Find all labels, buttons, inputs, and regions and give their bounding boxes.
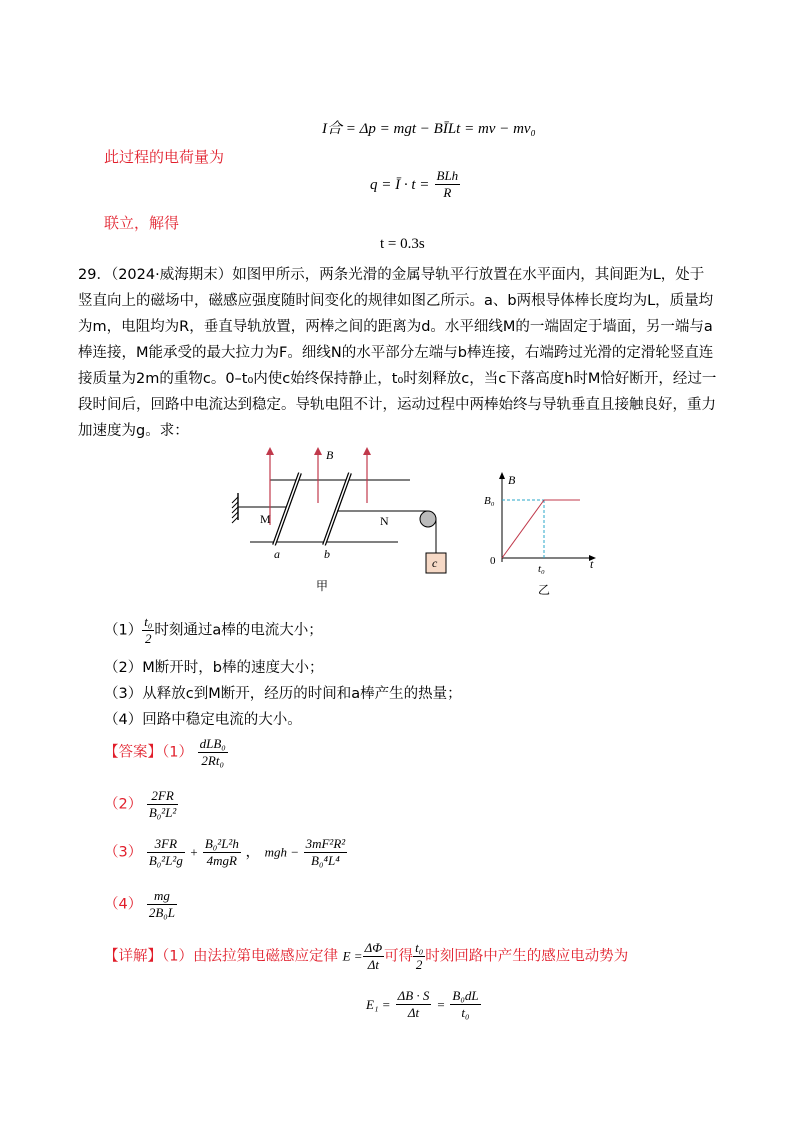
detail-eq-f1-den: Δt	[407, 1005, 420, 1020]
detail-t-fraction	[413, 940, 425, 973]
answer-3	[104, 836, 347, 869]
q1-fraction	[142, 614, 154, 647]
a1-den: 2Rt₀	[201, 753, 224, 768]
answer-tag: 【答案】	[104, 744, 162, 761]
detail-line	[104, 940, 628, 973]
answer-4	[104, 888, 177, 921]
detail-E-den: Δt	[367, 957, 379, 972]
detail-E-fraction	[363, 940, 385, 973]
a3-f2-num: B₀²L²h	[204, 836, 239, 851]
charge-fraction-den: R	[443, 185, 452, 200]
detail-eq-equals: =	[436, 997, 446, 1012]
yi-origin-label: 0	[490, 555, 496, 567]
a1-num: dLB₀	[199, 736, 226, 751]
a3-frac2	[203, 836, 241, 869]
fig-jia-M-label: M	[260, 512, 271, 526]
answer-1	[104, 736, 228, 769]
yi-caption: 乙	[538, 583, 551, 597]
a3-plus: +	[189, 844, 199, 860]
solve-label: 联立，解得	[104, 214, 180, 232]
a3-frac1	[147, 836, 185, 869]
detail-eq-frac1	[396, 988, 432, 1021]
yi-B0-label: B₀	[484, 495, 495, 507]
fig-jia-c-label: c	[432, 556, 438, 570]
a3-mgh: mgh −	[264, 844, 299, 860]
a3-frac3	[304, 836, 348, 869]
a3-f3-num: 3mF²R²	[305, 836, 346, 851]
q1-fraction-den: 2	[145, 631, 152, 646]
a4-label: （4）	[104, 896, 143, 913]
yi-ramp-line	[502, 500, 544, 558]
a3-label: （3）	[104, 844, 143, 861]
q1-text: 时刻通过a棒的电流大小；	[154, 622, 323, 639]
fig-jia-b-label: b	[324, 547, 330, 561]
q1-label: （1）	[104, 622, 143, 639]
detail-text-1: （1）由法拉第电磁感应定律	[162, 948, 338, 965]
detail-E-lhs: E =	[342, 948, 363, 964]
detail-text-2: 可得	[384, 948, 414, 965]
question-1	[104, 614, 323, 647]
fig-jia-a-label: a	[274, 547, 280, 561]
detail-text-3: 时刻回路中产生的感应电动势为	[425, 948, 629, 965]
a1-fraction	[198, 736, 228, 769]
fig-jia-B-label: B	[326, 448, 334, 462]
wall-hatch	[232, 497, 238, 523]
detail-eq-f2-num: B₀dL	[452, 988, 479, 1003]
figure-yi	[480, 470, 610, 610]
yi-t-label: t	[590, 557, 594, 571]
a2-den: B₀²L²	[148, 805, 177, 820]
charge-fraction-num: BLh	[436, 168, 459, 183]
detail-t-den: 2	[415, 957, 423, 972]
a3-f3-den: B₀⁴L⁴	[311, 853, 340, 868]
pulley	[420, 511, 436, 527]
problem-paragraph	[78, 262, 718, 444]
figure-jia	[230, 445, 460, 605]
fig-jia-N-label: N	[380, 514, 389, 528]
charge-label: 此过程的电荷量为	[104, 148, 225, 166]
detail-equation	[366, 988, 481, 1021]
detail-E-num: ΔΦ	[364, 940, 383, 955]
charge-equation	[370, 168, 460, 201]
yi-t0-label: t₀	[538, 563, 545, 575]
detail-eq-lhs: E₁ =	[366, 997, 391, 1012]
question-4: （4）回路中稳定电流的大小。	[104, 712, 302, 728]
a3-f2-den: 4mgR	[206, 853, 238, 868]
momentum-equation: I合 = Δp = mgt − BĪLt = mv − mv₀	[322, 121, 536, 137]
detail-eq-f2-den: t₀	[461, 1005, 470, 1020]
a2-num: 2FR	[147, 788, 179, 805]
problem-number: 29．	[78, 267, 111, 283]
a3-sep: ，	[245, 844, 260, 861]
a4-den: 2B₀L	[148, 905, 176, 920]
question-3: （3）从释放c到M断开，经历的时间和a棒产生的热量；	[104, 686, 462, 702]
detail-eq-f1-num: ΔB · S	[397, 988, 430, 1003]
question-2: （2）M断开时，b棒的速度大小；	[104, 660, 324, 676]
problem-text: （2024·威海期末）如图甲所示，两条光滑的金属导轨平行放置在水平面内，其间距为L，处于竖直向上的磁场中，磁感应强度随时间变化的规律如图乙所示。a、b两根导体棒长度均为L，质量均为m，电阻均为R，垂直导轨放置，两棒之间的距离为d。水平细线M的一端固定于墙面，另一端与a棒连接，M能承受的最大拉力为F。细线N的水平部分左端与b棒连接，右端跨过光滑的定滑轮竖直连接质量为2m的重物c。0–t₀内使c始终保持静止，t₀时刻释放c，当c下落高度h时M恰好断开，经过一段时间后，回路中电流达到稳定。导轨电阻不计，运动过程中两棒始终与导轨垂直且接触良好，重力加速度为g。求：	[78, 267, 717, 439]
detail-eq-frac2	[450, 988, 480, 1021]
field-arrows	[266, 447, 371, 525]
detail-tag: 【详解】	[104, 948, 162, 965]
a3-f1-num: 3FR	[147, 836, 185, 853]
charge-eq-lhs: q = Ī · t =	[370, 177, 430, 193]
yi-B-label: B	[508, 473, 516, 487]
a2-label: （2）	[104, 796, 143, 813]
q1-fraction-num: t₀	[144, 614, 153, 629]
a4-fraction	[147, 888, 177, 921]
charge-fraction	[435, 168, 461, 201]
detail-t-num: t₀	[415, 940, 424, 955]
fig-jia-caption: 甲	[316, 579, 329, 593]
answer-2	[104, 788, 178, 821]
a2-fraction	[147, 788, 179, 821]
time-result: t = 0.3s	[380, 236, 425, 252]
a4-num: mg	[147, 888, 177, 905]
a1-label: （1）	[162, 744, 193, 761]
a3-f1-den: B₀²L²g	[148, 853, 183, 868]
